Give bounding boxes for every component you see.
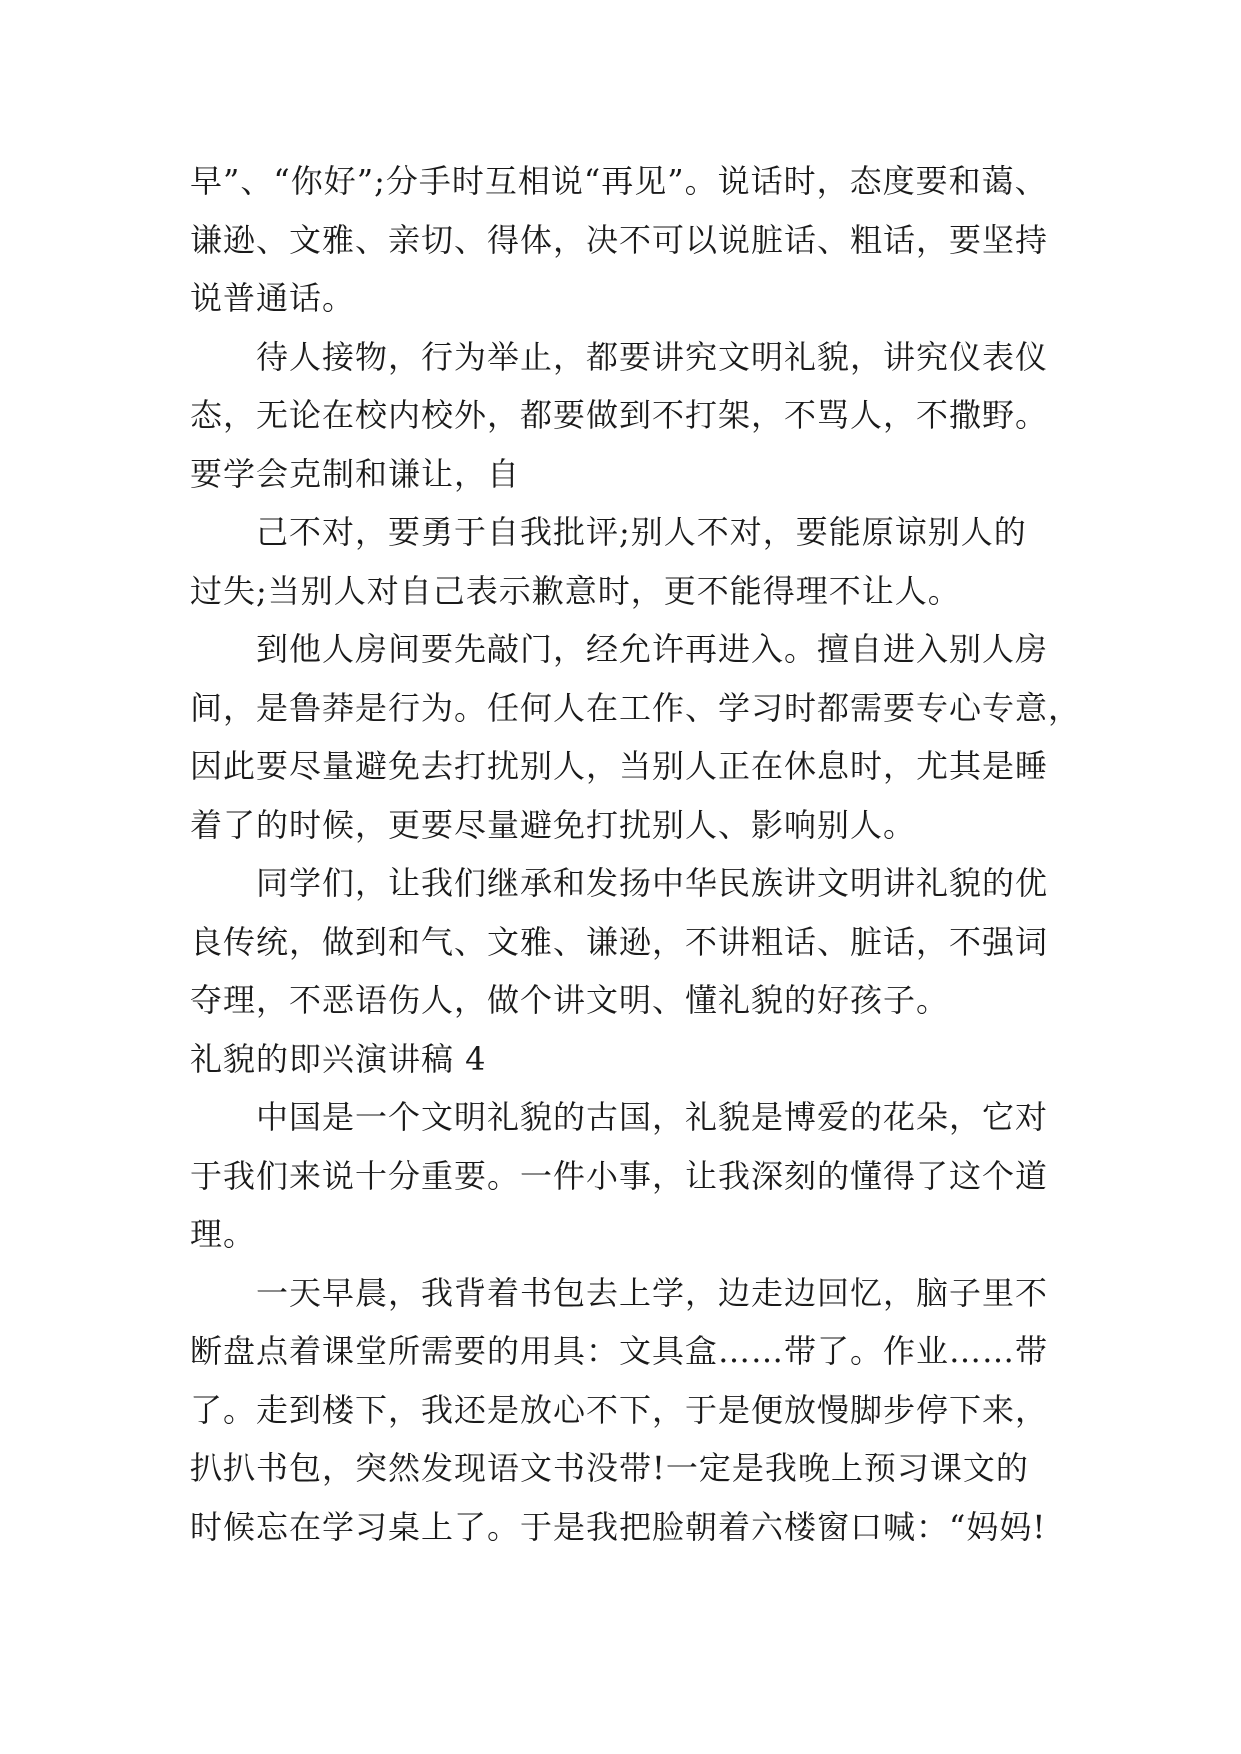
text-line: 断盘点着课堂所需要的用具：文具盒……带了。作业……带 xyxy=(190,1332,1049,1370)
text-line: 过失;当别人对自己表示歉意时，更不能得理不让人。 xyxy=(190,571,961,610)
paragraph-first-line: 到他人房间要先敲门，经允许再进入。擅自进入别人房 xyxy=(256,630,1049,668)
document-body xyxy=(190,152,1082,1556)
paragraph-first-line: 待人接物，行为举止，都要讲究文明礼貌，讲究仪表仪 xyxy=(256,337,1049,376)
text-line: 良传统，做到和气、文雅、谦逊，不讲粗话、脏话，不强词 xyxy=(190,922,1049,961)
text-line: 于我们来说十分重要。一件小事，让我深刻的懂得了这个道 xyxy=(190,1156,1049,1195)
paragraph-first-line: 己不对，要勇于自我批评;别人不对，要能原谅别人的 xyxy=(256,513,1027,551)
section-heading: 礼貌的即兴演讲稿 4 xyxy=(190,1039,487,1078)
text-line: 谦逊、文雅、亲切、得体，决不可以说脏话、粗话，要坚持 xyxy=(190,220,1049,259)
text-line: 间，是鲁莽是行为。任何人在工作、学习时都需要专心专意， xyxy=(190,688,1082,727)
text-line: 要学会克制和谦让，自 xyxy=(190,454,521,493)
paragraph-first-line: 同学们，让我们继承和发扬中华民族讲文明讲礼貌的优 xyxy=(256,864,1049,902)
paragraph-first-line: 一天早晨，我背着书包去上学，边走边回忆，脑子里不 xyxy=(256,1273,1049,1312)
paragraph-first-line: 中国是一个文明礼貌的古国，礼貌是博爱的花朵，它对 xyxy=(256,1098,1049,1136)
text-line: 着了的时候，更要尽量避免打扰别人、影响别人。 xyxy=(190,805,917,844)
text-line: 说普通话。 xyxy=(190,279,356,317)
text-line: 夺理，不恶语伤人，做个讲文明、懂礼貌的好孩子。 xyxy=(190,981,950,1019)
text-line: 了。走到楼下，我还是放心不下，于是便放慢脚步停下来， xyxy=(190,1390,1049,1429)
text-line: 扒扒书包，突然发现语文书没带!一定是我晚上预习课文的 xyxy=(190,1449,1029,1487)
text-line: 态，无论在校内校外，都要做到不打架，不骂人，不撒野。 xyxy=(190,396,1049,434)
text-line: 时候忘在学习桌上了。于是我把脸朝着六楼窗口喊：“妈妈! xyxy=(190,1507,1047,1546)
text-line: 理。 xyxy=(190,1215,257,1253)
text-line: 因此要尽量避免去打扰别人，当别人正在休息时，尤其是睡 xyxy=(190,747,1049,785)
text-line: 早”、“你好”;分手时互相说“再见”。说话时，态度要和蔼、 xyxy=(190,162,1048,200)
